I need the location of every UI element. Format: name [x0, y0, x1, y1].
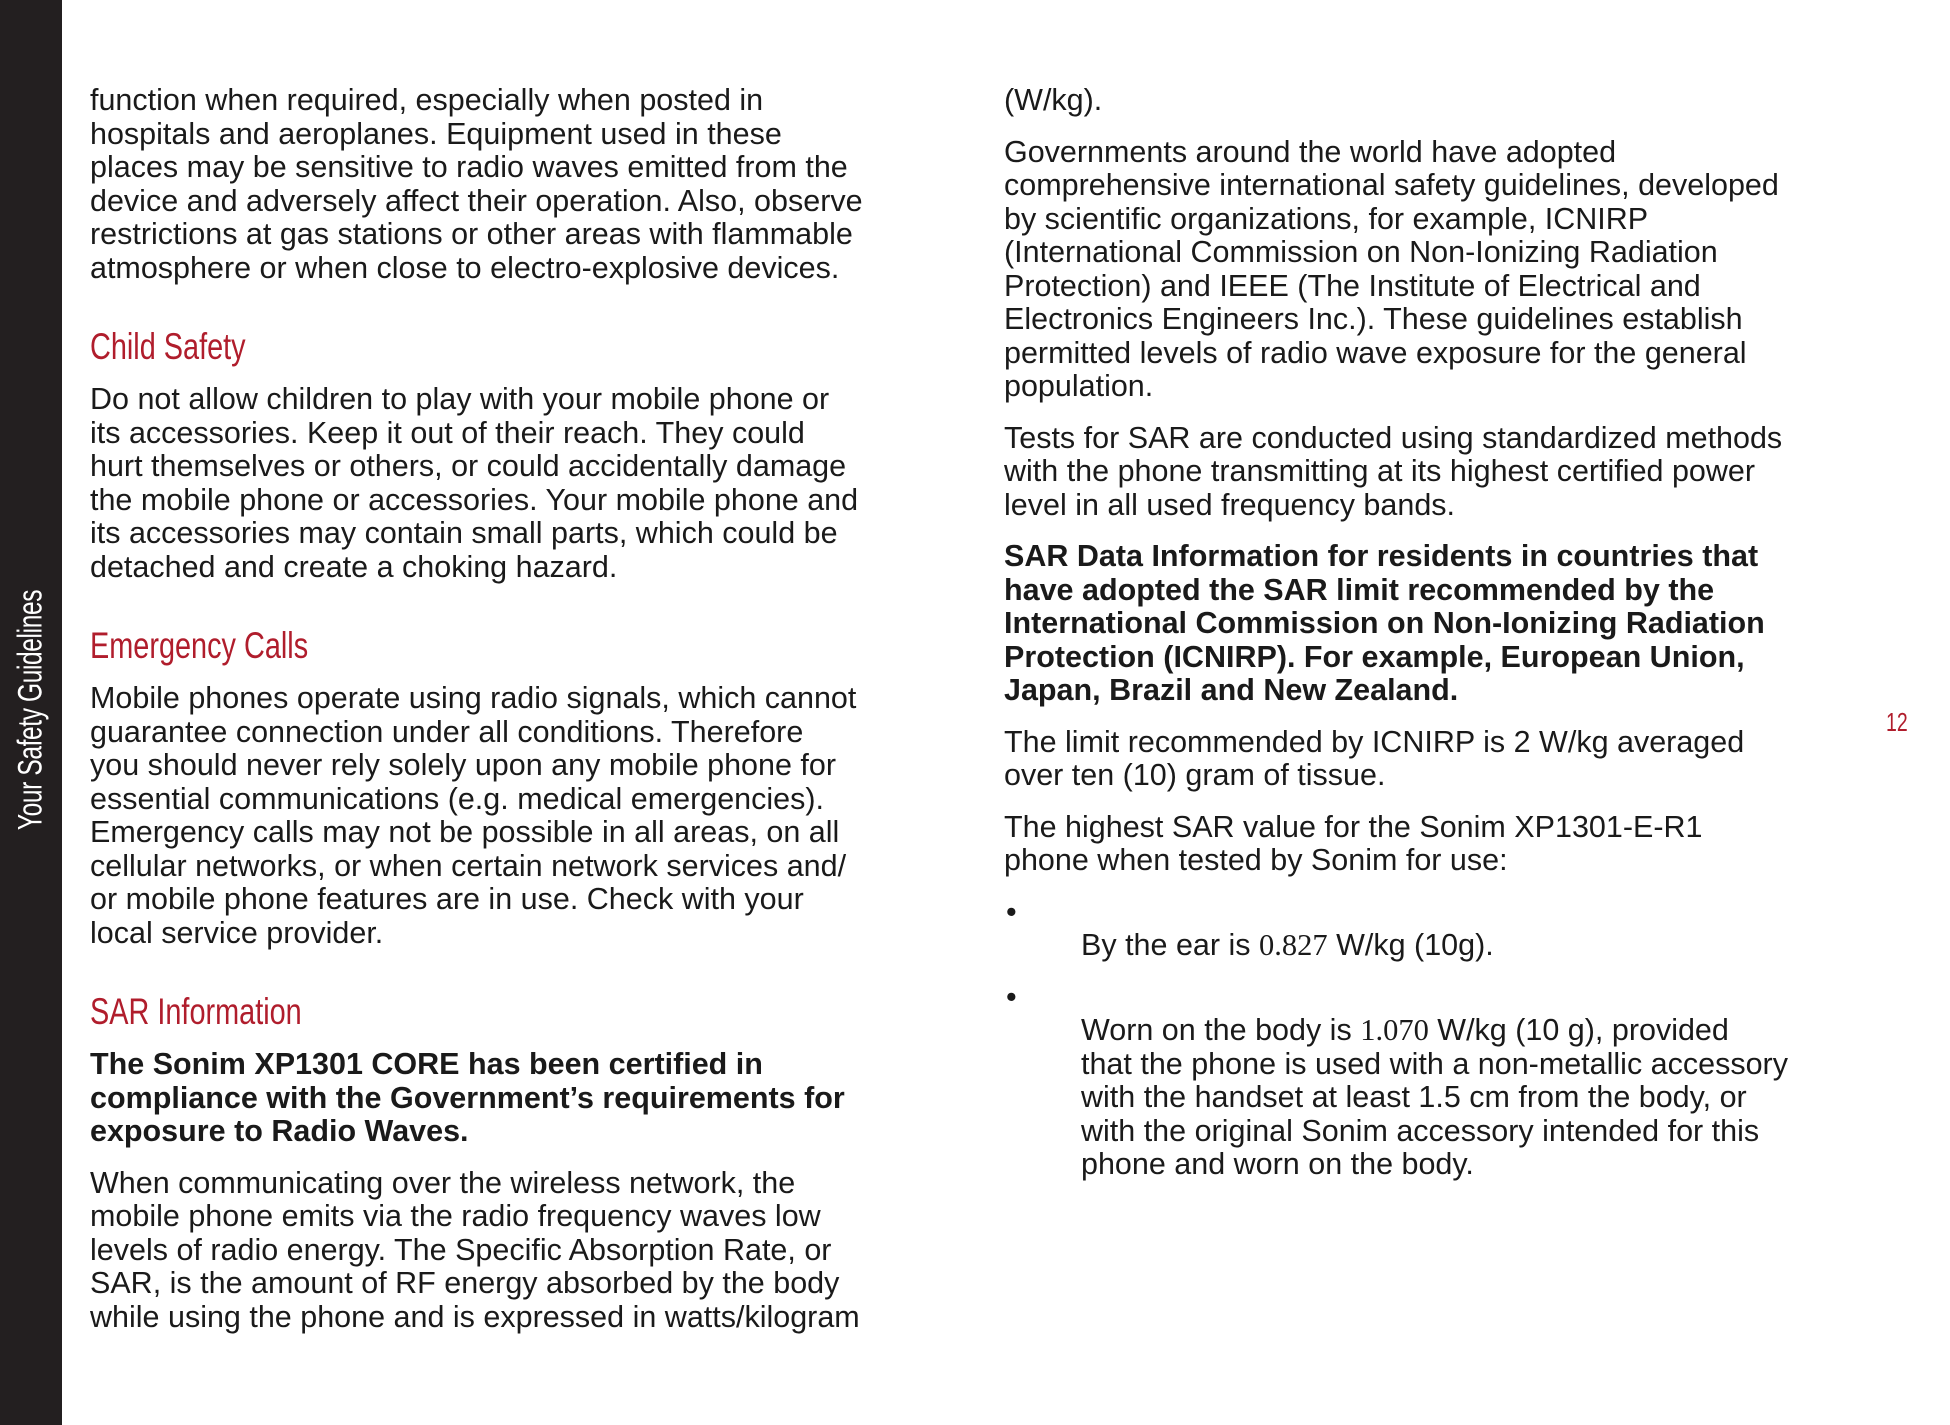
sar-certified-paragraph: The Sonim XP1301 CORE has been certified in compliance with the Government’s requirements for exposure to Radio Waves. [90, 1047, 845, 1148]
side-tab-label-text: Your Safety Guidelines [11, 589, 50, 831]
highest-sar-paragraph: The highest SAR value for the Sonim XP1301-E-R1 phone when tested by Sonim for use: [1004, 809, 1703, 877]
tests-paragraph: Tests for SAR are conducted using standardized methods with the phone transmitting at its highest certified power level in all used frequency bands. [1004, 420, 1783, 522]
sar-information-heading: SAR Information [90, 991, 302, 1032]
continuation-paragraph: (W/kg). [1004, 83, 1103, 117]
sar-data-heading: SAR Data Information for residents in countries that have adopted the SAR limit recommended by the International Commission on Non-Ionizing Radiation Protection (ICNIRP). For example, European Union, Japan, Brazil and New Zealand. [1004, 539, 1765, 707]
bullet-ear-prefix: By the ear is [1081, 928, 1259, 962]
bullet-dot-icon: • [1006, 894, 1017, 929]
left-column [90, 84, 960, 1352]
bullet-ear-suffix: W/kg (10g). [1327, 928, 1494, 962]
limit-paragraph: The limit recommended by ICNIRP is 2 W/kg averaged over ten (10) gram of tissue. [1004, 724, 1745, 792]
page-number: 12 [1886, 707, 1908, 737]
emergency-calls-paragraph: Mobile phones operate using radio signals, which cannot guarantee connection under all conditions. Therefore you should never rely solely upon any mobile phone for essential communications (e.g. medical emergencies). Emergency calls may not be possible in all areas, on all cellular networks, or when certain network services and/ or mobile phone features are in use. Check with your local service provider. [90, 681, 857, 950]
bullet-body-suffix: W/kg (10 g), provided that the phone is used with a non-metallic accessory with the handset at least 1.5 cm from the body, or with the original Sonim accessory intended for this phone and worn on the body. [1081, 1013, 1788, 1181]
right-column [1004, 84, 1884, 1200]
side-tab-label [12, 543, 51, 877]
bullet-ear [1004, 896, 1884, 963]
bullet-body [1004, 981, 1884, 1182]
bullet-body-value: 1.070 [1360, 1013, 1429, 1047]
bullet-ear-value: 0.827 [1259, 928, 1328, 962]
side-tab [0, 0, 62, 1425]
child-safety-paragraph: Do not allow children to play with your mobile phone or its accessories. Keep it out of their reach. They could hurt themselves or others, or could accidentally damage the mobile phone or accessories. Your mobile phone and its accessories may contain small parts, which could be detached and create a choking hazard. [90, 382, 859, 584]
bullet-dot-icon: • [1006, 979, 1017, 1014]
intro-paragraph: function when required, especially when posted in hospitals and aeroplanes. Equipment used in these places may be sensitive to radio waves emitted from the device and adversely affect their operation. Also, observe restrictions at gas stations or other areas with flammable atmosphere or when close to electro-explosive devices. [90, 83, 863, 285]
governments-paragraph: Governments around the world have adopted comprehensive international safety guidelines, developed by scientific organizations, for example, ICNIRP (International Commission on Non-Ionizing Radiation Protection) and IEEE (The Institute of Electrical and Electronics Engineers Inc.). These guidelines establish permitted levels of radio wave exposure for the general population. [1004, 134, 1779, 403]
bullet-body-prefix: Worn on the body is [1081, 1013, 1361, 1047]
sar-body-paragraph: When communicating over the wireless network, the mobile phone emits via the radio frequency waves low levels of radio energy. The Specific Absorption Rate, or SAR, is the amount of RF energy absorbed by the body while using the phone and is expressed in watts/kilogram [90, 1165, 860, 1334]
emergency-calls-heading: Emergency Calls [90, 625, 309, 666]
child-safety-heading: Child Safety [90, 326, 246, 367]
